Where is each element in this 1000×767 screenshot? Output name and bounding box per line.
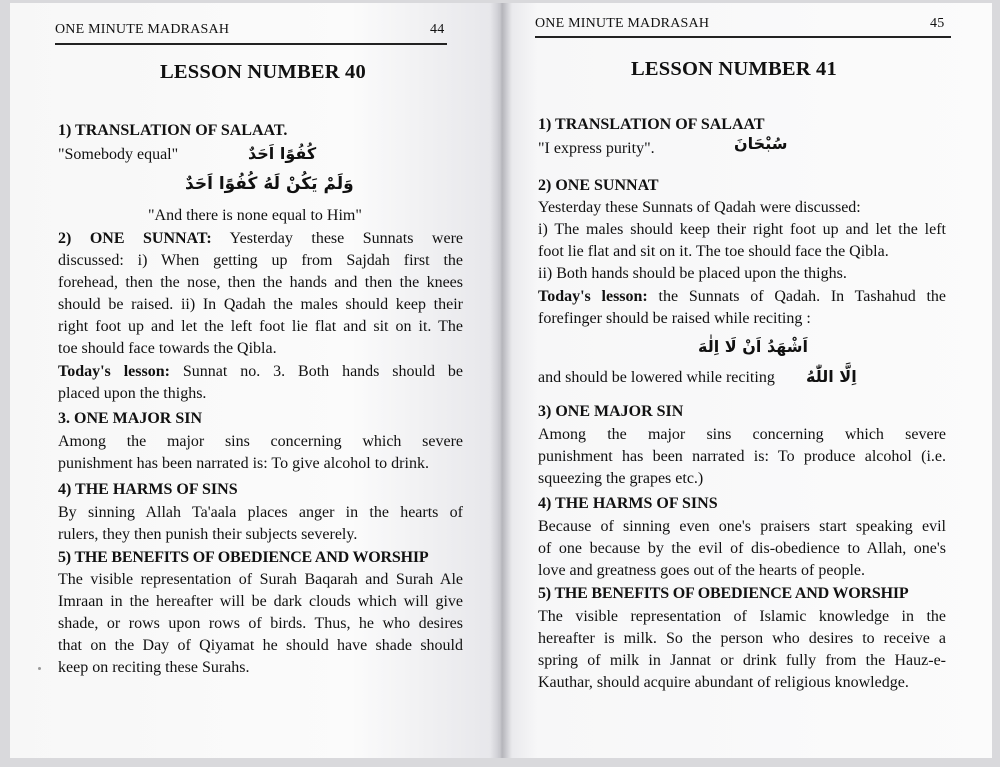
lesson-title: LESSON NUMBER 41	[631, 58, 837, 80]
page-number: 45	[930, 16, 945, 31]
scan-speck	[38, 667, 41, 670]
major-sin-line: punishment has been narrated is: To produce alcohol (i.e.	[538, 448, 946, 465]
harms-line: rulers, they then punish their subjects severely.	[58, 526, 358, 543]
sunnat-line: toe should face towards the Qibla.	[58, 340, 277, 357]
harms-heading: 4) THE HARMS OF SINS	[538, 495, 718, 512]
benefits-line: shade, or rows upon rows of birds. Thus, he who desires	[58, 615, 463, 632]
todays-lesson-line: Today's lesson: the Sunnats of Qadah. In Tashahud the	[538, 288, 947, 305]
benefits-line: Kauthar, should acquire abundant of religious knowledge.	[538, 674, 909, 691]
arabic-shahada: اَشْهَدُ اَنْ لَا اِلٰهَ	[698, 337, 808, 356]
major-sin-heading: 3. ONE MAJOR SIN	[58, 410, 203, 427]
benefits-line: The visible representation of Islamic knowledge in the	[538, 608, 946, 625]
benefits-heading: 5) THE BENEFITS OF OBEDIENCE AND WORSHIP	[538, 585, 909, 602]
benefits-line: spring of milk in Jannat or drink fully from the Hauz-e-	[538, 652, 946, 669]
harms-line: By sinning Allah Ta'aala places anger in the hearts of	[58, 504, 463, 521]
benefits-heading: 5) THE BENEFITS OF OBEDIENCE AND WORSHIP	[58, 549, 429, 566]
benefits-line: The visible representation of Surah Baqarah and Surah Ale	[58, 571, 463, 588]
running-header-title: ONE MINUTE MADRASAH	[535, 16, 710, 31]
lesson-title: LESSON NUMBER 40	[160, 61, 366, 83]
translation-heading: 1) TRANSLATION OF SALAAT	[538, 116, 765, 133]
translation-meaning: "And there is none equal to Him"	[148, 207, 362, 224]
left-page	[10, 3, 498, 758]
arabic-illallah: اِلَّا اللّٰهُ	[806, 367, 857, 386]
translation-quote: "Somebody equal"	[58, 146, 179, 163]
book-gutter-shadow	[490, 3, 512, 758]
sunnat-line: forefinger should be raised while reciting :	[538, 310, 811, 327]
benefits-line: keep on reciting these Surahs.	[58, 659, 250, 676]
sunnat-label: 2) ONE SUNNAT:	[58, 230, 212, 247]
lowered-line: and should be lowered while reciting	[538, 369, 775, 386]
sunnat-line: placed upon the thighs.	[58, 385, 207, 402]
header-rule	[535, 36, 951, 38]
translation-quote: "I express purity".	[538, 140, 655, 157]
arabic-text: كُفُوًا اَحَدٌ	[248, 144, 317, 163]
running-header-title: ONE MINUTE MADRASAH	[55, 22, 230, 37]
harms-heading: 4) THE HARMS OF SINS	[58, 481, 238, 498]
harms-line: love and greatness goes out of the hearts of people.	[538, 562, 866, 579]
todays-lesson-line: Today's lesson: Sunnat no. 3. Both hands should be	[58, 363, 463, 380]
sunnat-line: 2) ONE SUNNAT: Yesterday these Sunnats were	[58, 230, 463, 247]
book-spread	[10, 3, 992, 758]
page-number: 44	[430, 22, 445, 37]
sunnat-heading: 2) ONE SUNNAT	[538, 177, 659, 194]
right-page	[498, 3, 992, 758]
harms-line: of one because by the evil of dis-obedience to Allah, one's	[538, 540, 946, 557]
header-rule	[55, 43, 447, 45]
major-sin-line: squeezing the grapes etc.)	[538, 470, 704, 487]
major-sin-line: Among the major sins concerning which severe	[58, 433, 463, 450]
sunnat-line: Yesterday these Sunnats of Qadah were discussed:	[538, 199, 861, 216]
major-sin-heading: 3) ONE MAJOR SIN	[538, 403, 684, 420]
benefits-line: Imraan in the hereafter will be dark clouds which will give	[58, 593, 463, 610]
benefits-line: that on the Day of Qiyamat he should have shade should	[58, 637, 463, 654]
sunnat-line: foot lie flat and sit on it. The toe should face the Qibla.	[538, 243, 889, 260]
arabic-verse: وَلَمْ يَكُنْ لَهُ كُفُوًا اَحَدٌ	[185, 174, 354, 194]
major-sin-line: Among the major sins concerning which severe	[538, 426, 946, 443]
benefits-line: hereafter is milk. So the person who desires to receive a	[538, 630, 946, 647]
sunnat-line: ii) Both hands should be placed upon the thighs.	[538, 265, 847, 282]
todays-lesson-label: Today's lesson:	[58, 363, 170, 380]
sunnat-line: discussed: i) When getting up from Sajdah first the	[58, 252, 463, 269]
translation-heading: 1) TRANSLATION OF SALAAT.	[58, 122, 288, 139]
major-sin-line: punishment has been narrated is: To give alcohol to drink.	[58, 455, 429, 472]
sunnat-line: i) The males should keep their right foot up and let the left	[538, 221, 946, 238]
sunnat-line: forehead, then the nose, then the hands and then the knees	[58, 274, 463, 291]
arabic-text: سُبْحَانَ	[734, 134, 788, 153]
todays-lesson-label: Today's lesson:	[538, 288, 648, 305]
sunnat-line: right foot up and let the left foot lie flat and sit on it. The	[58, 318, 463, 335]
harms-line: Because of sinning even one's praisers start speaking evil	[538, 518, 946, 535]
sunnat-line: should be raised. ii) In Qadah the males should keep their	[58, 296, 463, 313]
